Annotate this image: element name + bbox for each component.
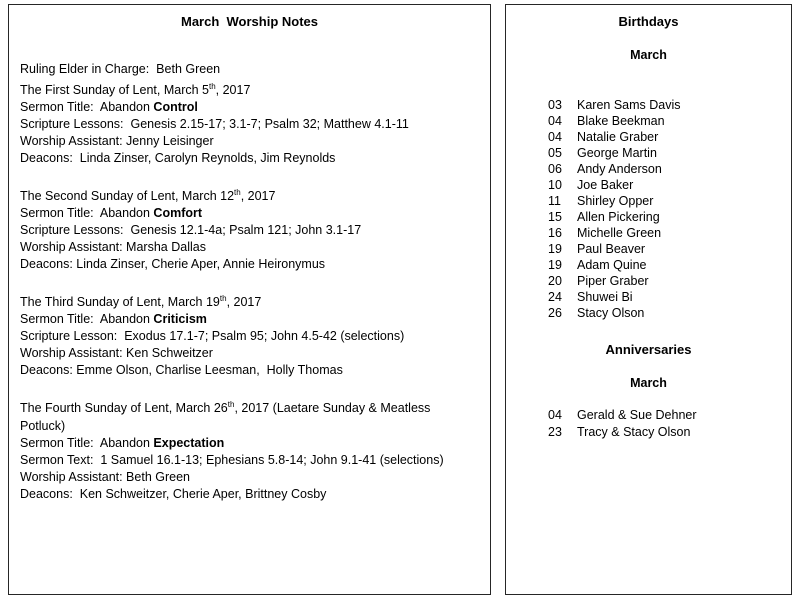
- birthday-day: 03: [548, 98, 562, 112]
- ordinal-superscript: th: [227, 400, 235, 410]
- anniversaries-section: [518, 341, 779, 441]
- birthday-day: 05: [548, 146, 562, 160]
- worship-section-fourth-sunday: [20, 396, 479, 502]
- birthday-row: [548, 129, 779, 145]
- birthday-day: 26: [548, 306, 562, 320]
- birthdays-title: Birthdays: [618, 14, 679, 29]
- section-heading: [20, 78, 479, 99]
- birthday-name: Paul Beaver: [577, 242, 646, 256]
- sermon-title-label: Sermon Title: Abandon: [20, 100, 154, 115]
- birthday-row: [548, 161, 779, 177]
- deacons-line: Deacons: Ken Schweitzer, Cherie Aper, Brittney Cosby: [20, 486, 327, 501]
- heading-text: The Second Sunday of Lent, March 12: [20, 189, 235, 204]
- birthday-name: Adam Quine: [577, 258, 647, 272]
- birthday-day: 20: [548, 274, 562, 288]
- sermon-title-line: [20, 99, 479, 116]
- anniversaries-month: March: [630, 376, 667, 390]
- heading-text: The Third Sunday of Lent, March 19: [20, 295, 220, 310]
- sermon-title-emphasis: Control: [153, 100, 198, 115]
- birthday-day: 16: [548, 226, 562, 240]
- birthdays-list: [518, 97, 779, 321]
- deacons-line: Deacons: Linda Zinser, Carolyn Reynolds, Jim Reynolds: [20, 151, 336, 166]
- heading-year: , 2017: [226, 295, 262, 310]
- birthday-day: 10: [548, 178, 562, 192]
- page-title: March Worship Notes: [180, 14, 318, 29]
- birthday-row: [548, 145, 779, 161]
- birthday-name: Allen Pickering: [577, 210, 660, 224]
- birthday-row: [548, 209, 779, 225]
- birthday-name: Blake Beekman: [577, 114, 665, 128]
- birthday-row: [548, 305, 779, 321]
- birthday-name: Michelle Green: [577, 226, 662, 240]
- birthdays-panel: [505, 4, 792, 595]
- assistant-line: Worship Assistant: Jenny Leisinger: [20, 134, 214, 149]
- birthday-row: [548, 257, 779, 273]
- worship-section-second-sunday: [20, 184, 479, 273]
- assistant-line: Worship Assistant: Marsha Dallas: [20, 240, 206, 255]
- sermon-title-emphasis: Expectation: [153, 435, 225, 450]
- worship-section-third-sunday: [20, 290, 479, 379]
- anniversary-row: [548, 407, 779, 424]
- section-heading: [20, 184, 479, 205]
- anniversaries-title: Anniversaries: [605, 342, 692, 357]
- birthday-day: 04: [548, 130, 562, 144]
- birthday-name: Piper Graber: [577, 274, 649, 288]
- birthday-name: George Martin: [577, 146, 657, 160]
- birthday-day: 15: [548, 210, 562, 224]
- birthday-day: 06: [548, 162, 562, 176]
- anniversary-day: 23: [548, 425, 562, 439]
- scripture-line: Scripture Lessons: Genesis 2.15-17; 3.1-7; Psalm 32; Matthew 4.1-11: [20, 117, 409, 132]
- sermon-title-label: Sermon Title: Abandon: [20, 312, 154, 327]
- sermon-title-label: Sermon Title: Abandon: [20, 206, 154, 221]
- birthday-row: [548, 177, 779, 193]
- anniversaries-list: [518, 407, 779, 441]
- heading-year: , 2017: [240, 189, 276, 204]
- birthday-name: Andy Anderson: [577, 162, 662, 176]
- assistant-line: Worship Assistant: Ken Schweitzer: [20, 346, 213, 361]
- birthday-day: 04: [548, 114, 562, 128]
- birthday-row: [548, 241, 779, 257]
- birthday-name: Stacy Olson: [577, 306, 645, 320]
- section-heading: [20, 396, 479, 434]
- birthday-name: Karen Sams Davis: [577, 98, 681, 112]
- sermon-title-line: [20, 205, 479, 222]
- birthday-day: 11: [548, 194, 561, 208]
- section-heading: [20, 290, 479, 311]
- birthday-row: [548, 193, 779, 209]
- birthday-day: 19: [548, 242, 562, 256]
- worship-notes-panel: [8, 4, 491, 595]
- ordinal-superscript: th: [234, 188, 241, 198]
- anniversary-row: [548, 424, 779, 441]
- anniversary-day: 04: [548, 408, 562, 422]
- birthday-day: 24: [548, 290, 562, 304]
- sermon-title-emphasis: Comfort: [153, 206, 203, 221]
- deacons-line: Deacons: Emme Olson, Charlise Leesman, Holly Thomas: [20, 363, 343, 378]
- deacons-line: Deacons: Linda Zinser, Cherie Aper, Annie Heironymus: [20, 257, 326, 272]
- birthday-name: Natalie Graber: [577, 130, 659, 144]
- heading-year: , 2017 (Laetare Sunday & Meatless Potluck): [20, 401, 434, 433]
- sermon-title-line: [20, 435, 479, 452]
- assistant-line: Worship Assistant: Beth Green: [20, 469, 190, 484]
- birthday-name: Joe Baker: [577, 178, 634, 192]
- scripture-line: Scripture Lessons: Genesis 12.1-4a; Psalm 121; John 3.1-17: [20, 223, 362, 238]
- birthday-row: [548, 289, 779, 305]
- birthday-day: 19: [548, 258, 562, 272]
- birthday-row: [548, 97, 779, 113]
- worship-section-first-sunday: [20, 78, 479, 167]
- ordinal-superscript: th: [208, 82, 216, 91]
- sermon-title-emphasis: Criticism: [153, 312, 207, 327]
- heading-text: The Fourth Sunday of Lent, March 26: [20, 401, 228, 416]
- ordinal-superscript: th: [219, 294, 227, 304]
- sermon-title-line: [20, 311, 479, 328]
- birthday-row: [548, 113, 779, 129]
- worship-content: [20, 61, 479, 503]
- sermon-title-label: Sermon Title: Abandon: [20, 435, 154, 450]
- birthday-name: Shirley Opper: [577, 194, 654, 208]
- birthday-name: Shuwei Bi: [577, 290, 633, 304]
- scripture-line: Scripture Lesson: Exodus 17.1-7; Psalm 95; John 4.5-42 (selections): [20, 329, 405, 344]
- heading-text: The First Sunday of Lent, March 5: [20, 83, 209, 98]
- scripture-line: Sermon Text: 1 Samuel 16.1-13; Ephesians 5.8-14; John 9.1-41 (selections): [20, 452, 444, 467]
- heading-year: , 2017: [215, 83, 251, 98]
- anniversary-name: Tracy & Stacy Olson: [577, 425, 691, 439]
- birthdays-month: March: [630, 48, 667, 62]
- birthday-row: [548, 273, 779, 289]
- ruling-elder-line: Ruling Elder in Charge: Beth Green: [20, 62, 221, 76]
- anniversary-name: Gerald & Sue Dehner: [577, 408, 697, 422]
- birthday-row: [548, 225, 779, 241]
